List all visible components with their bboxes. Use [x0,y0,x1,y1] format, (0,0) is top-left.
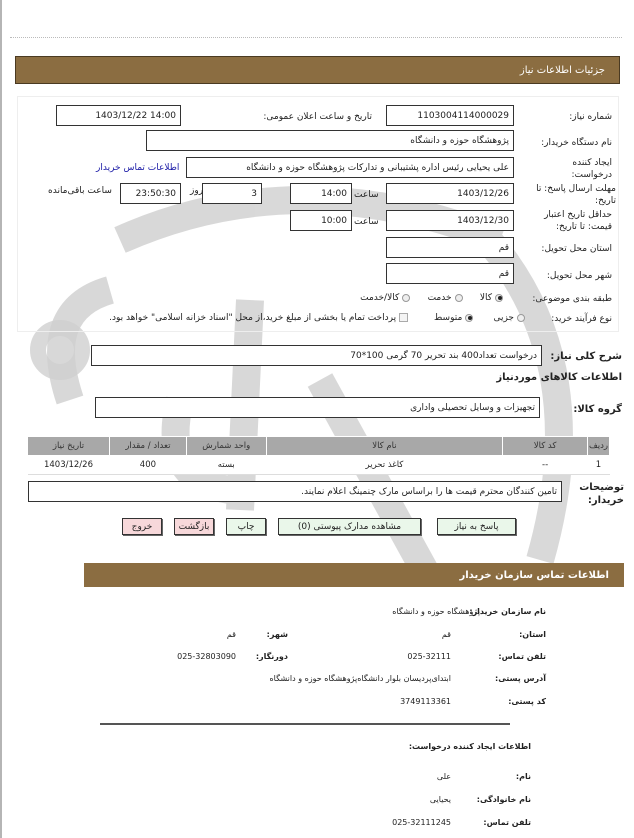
contact-phone-value: 025-32111 [407,652,451,661]
announce-datetime-field[interactable]: 1403/12/22 14:00 [56,105,181,126]
cell-name: کاغذ تحریر [266,456,502,475]
days-remaining-field[interactable]: 3 [202,183,262,204]
buyer-contact-header [84,563,624,587]
goods-group-field: تجهیزات و وسایل تحصیلی واداری [95,397,540,418]
radio-service[interactable] [455,294,463,302]
reply-deadline-label: مهلت ارسال پاسخ: تا تاریخ: [536,184,616,206]
reply-time-label: ساعت [354,190,379,200]
buyer-contact-link[interactable]: اطلاعات تماس خریدار [96,163,180,173]
price-validity-time[interactable]: 10:00 [290,210,352,231]
contact-fax-value: 025-32803090 [177,652,236,661]
goods-table [27,436,610,475]
contact-city-label: شهر: [266,630,288,639]
radio-medium-label: متوسط [434,313,463,323]
col-row: ردیف [588,437,610,456]
buyer-org-label: نام دستگاه خریدار: [541,138,612,148]
exit-button[interactable]: خروج [122,518,162,535]
need-number-label: شماره نیاز: [569,112,612,122]
purchase-type-label: نوع فرآیند خرید: [551,314,612,324]
requester-phone-label: تلفن تماس: [483,818,531,827]
back-button[interactable]: بازگشت [174,518,214,535]
reply-deadline-time[interactable]: 14:00 [290,183,352,204]
print-button[interactable]: چاپ [226,518,266,535]
radio-goods-service-label: کالا/خدمت [360,293,400,303]
time-remaining-label: ساعت باقی‌مانده [48,186,112,196]
page-title: جزئیات اطلاعات نیاز [519,64,605,76]
radio-service-label: خدمت [427,293,452,303]
purchase-type-radio-group [109,313,528,323]
col-qty: تعداد / مقدار [109,437,186,456]
col-date: تاریخ نیاز [28,437,110,456]
top-divider [10,37,622,38]
requester-phone-value: 025-32111245 [392,818,451,827]
contact-postal-value: 3749113361 [400,697,451,706]
contact-city-value: قم [226,630,236,639]
table-row [28,456,610,475]
col-unit: واحد شمارش [186,437,266,456]
city-field[interactable]: قم [386,263,514,284]
radio-goods-label: کالا [479,293,492,303]
contact-province-value: قم [441,630,451,639]
window-edge [0,0,2,838]
price-validity-label: حداقل تاریخ اعتبار قیمت: تا تاریخ: [544,210,612,232]
province-field[interactable]: قم [386,237,514,258]
requester-name-label: نام: [515,772,531,781]
cell-qty: 400 [109,456,186,475]
requester-field[interactable]: علی یحیایی رئیس اداره پشتیبانی و تدارکات پژوهشگاه حوزه و دانشگاه [186,157,514,178]
col-name: نام کالا [266,437,502,456]
treasury-checkbox[interactable] [399,313,408,322]
radio-minor-label: جزیی [493,313,514,323]
time-remaining-field: 23:50:30 [120,183,181,204]
description-label: شرح کلی نیاز: [550,351,622,362]
table-header-row [28,437,610,456]
section-divider [100,723,510,725]
buyer-org-field[interactable]: پژوهشگاه حوزه و دانشگاه [146,130,514,151]
contact-phone-label: تلفن تماس: [498,652,546,661]
cell-unit: بسته [186,456,266,475]
category-radio-group [360,293,506,303]
price-time-label: ساعت [354,217,379,227]
radio-minor[interactable] [517,314,525,322]
radio-goods[interactable] [495,294,503,302]
need-number-field[interactable]: 1103004114000029 [386,105,514,126]
city-label: شهر محل تحویل: [546,271,612,281]
category-label: طبقه بندی موضوعی: [532,294,612,304]
cell-date: 1403/12/26 [28,456,110,475]
contact-org-value: پژوهشگاه حوزه و دانشگاه [392,607,480,616]
goods-info-title: اطلاعات کالاهای موردنیاز [496,372,622,383]
contact-address-label: آدرس پستی: [495,674,546,683]
days-label: روز [190,186,204,196]
cell-code: -- [503,456,588,475]
requester-label: ایجاد کننده درخواست: [571,158,612,180]
province-label: استان محل تحویل: [541,244,612,254]
announce-datetime-label: تاریخ و ساعت اعلان عمومی: [263,112,372,122]
need-details-header [15,56,620,84]
cell-row: 1 [588,456,610,475]
goods-group-label: گروه کالا: [573,404,622,415]
contact-fax-label: دورنگار: [255,652,288,661]
contact-postal-label: کد پستی: [508,697,546,706]
reply-deadline-date[interactable]: 1403/12/26 [386,183,514,204]
buyer-notes-label: توضیحات خریدار: [579,482,624,506]
treasury-checkbox-label: پرداخت تمام یا بخشی از مبلغ خرید،از محل "اسناد خزانه اسلامی" خواهد بود. [109,313,397,323]
requester-info-title: اطلاعات ایجاد کننده درخواست: [408,742,531,751]
description-field: درخواست تعداد400 بند تحریر 70 گرمی 100*70 [91,345,542,366]
requester-family-label: نام خانوادگی: [476,795,531,804]
radio-medium[interactable] [465,314,473,322]
requester-family-value: یحیایی [429,795,451,804]
contact-org-label: نام سازمان خریدار: [469,607,546,616]
buyer-notes-field: تامین کنندگان محترم قیمت ها را براساس مارک چنمینگ اعلام نمایند. [28,481,562,502]
radio-goods-service[interactable] [402,294,410,302]
attachments-button[interactable]: مشاهده مدارک پیوستی (0) [278,518,421,535]
reply-button[interactable]: پاسخ به نیاز [437,518,516,535]
price-validity-date[interactable]: 1403/12/30 [386,210,514,231]
contact-province-label: استان: [519,630,546,639]
col-code: کد کالا [503,437,588,456]
buyer-contact-title: اطلاعات تماس سازمان خریدار [459,569,609,581]
contact-address-value: ابتدای‌پردیسان بلوار دانشگاه‌پژوهشگاه حوزه و دانشگاه [269,674,451,683]
requester-name-value: علی [436,772,451,781]
